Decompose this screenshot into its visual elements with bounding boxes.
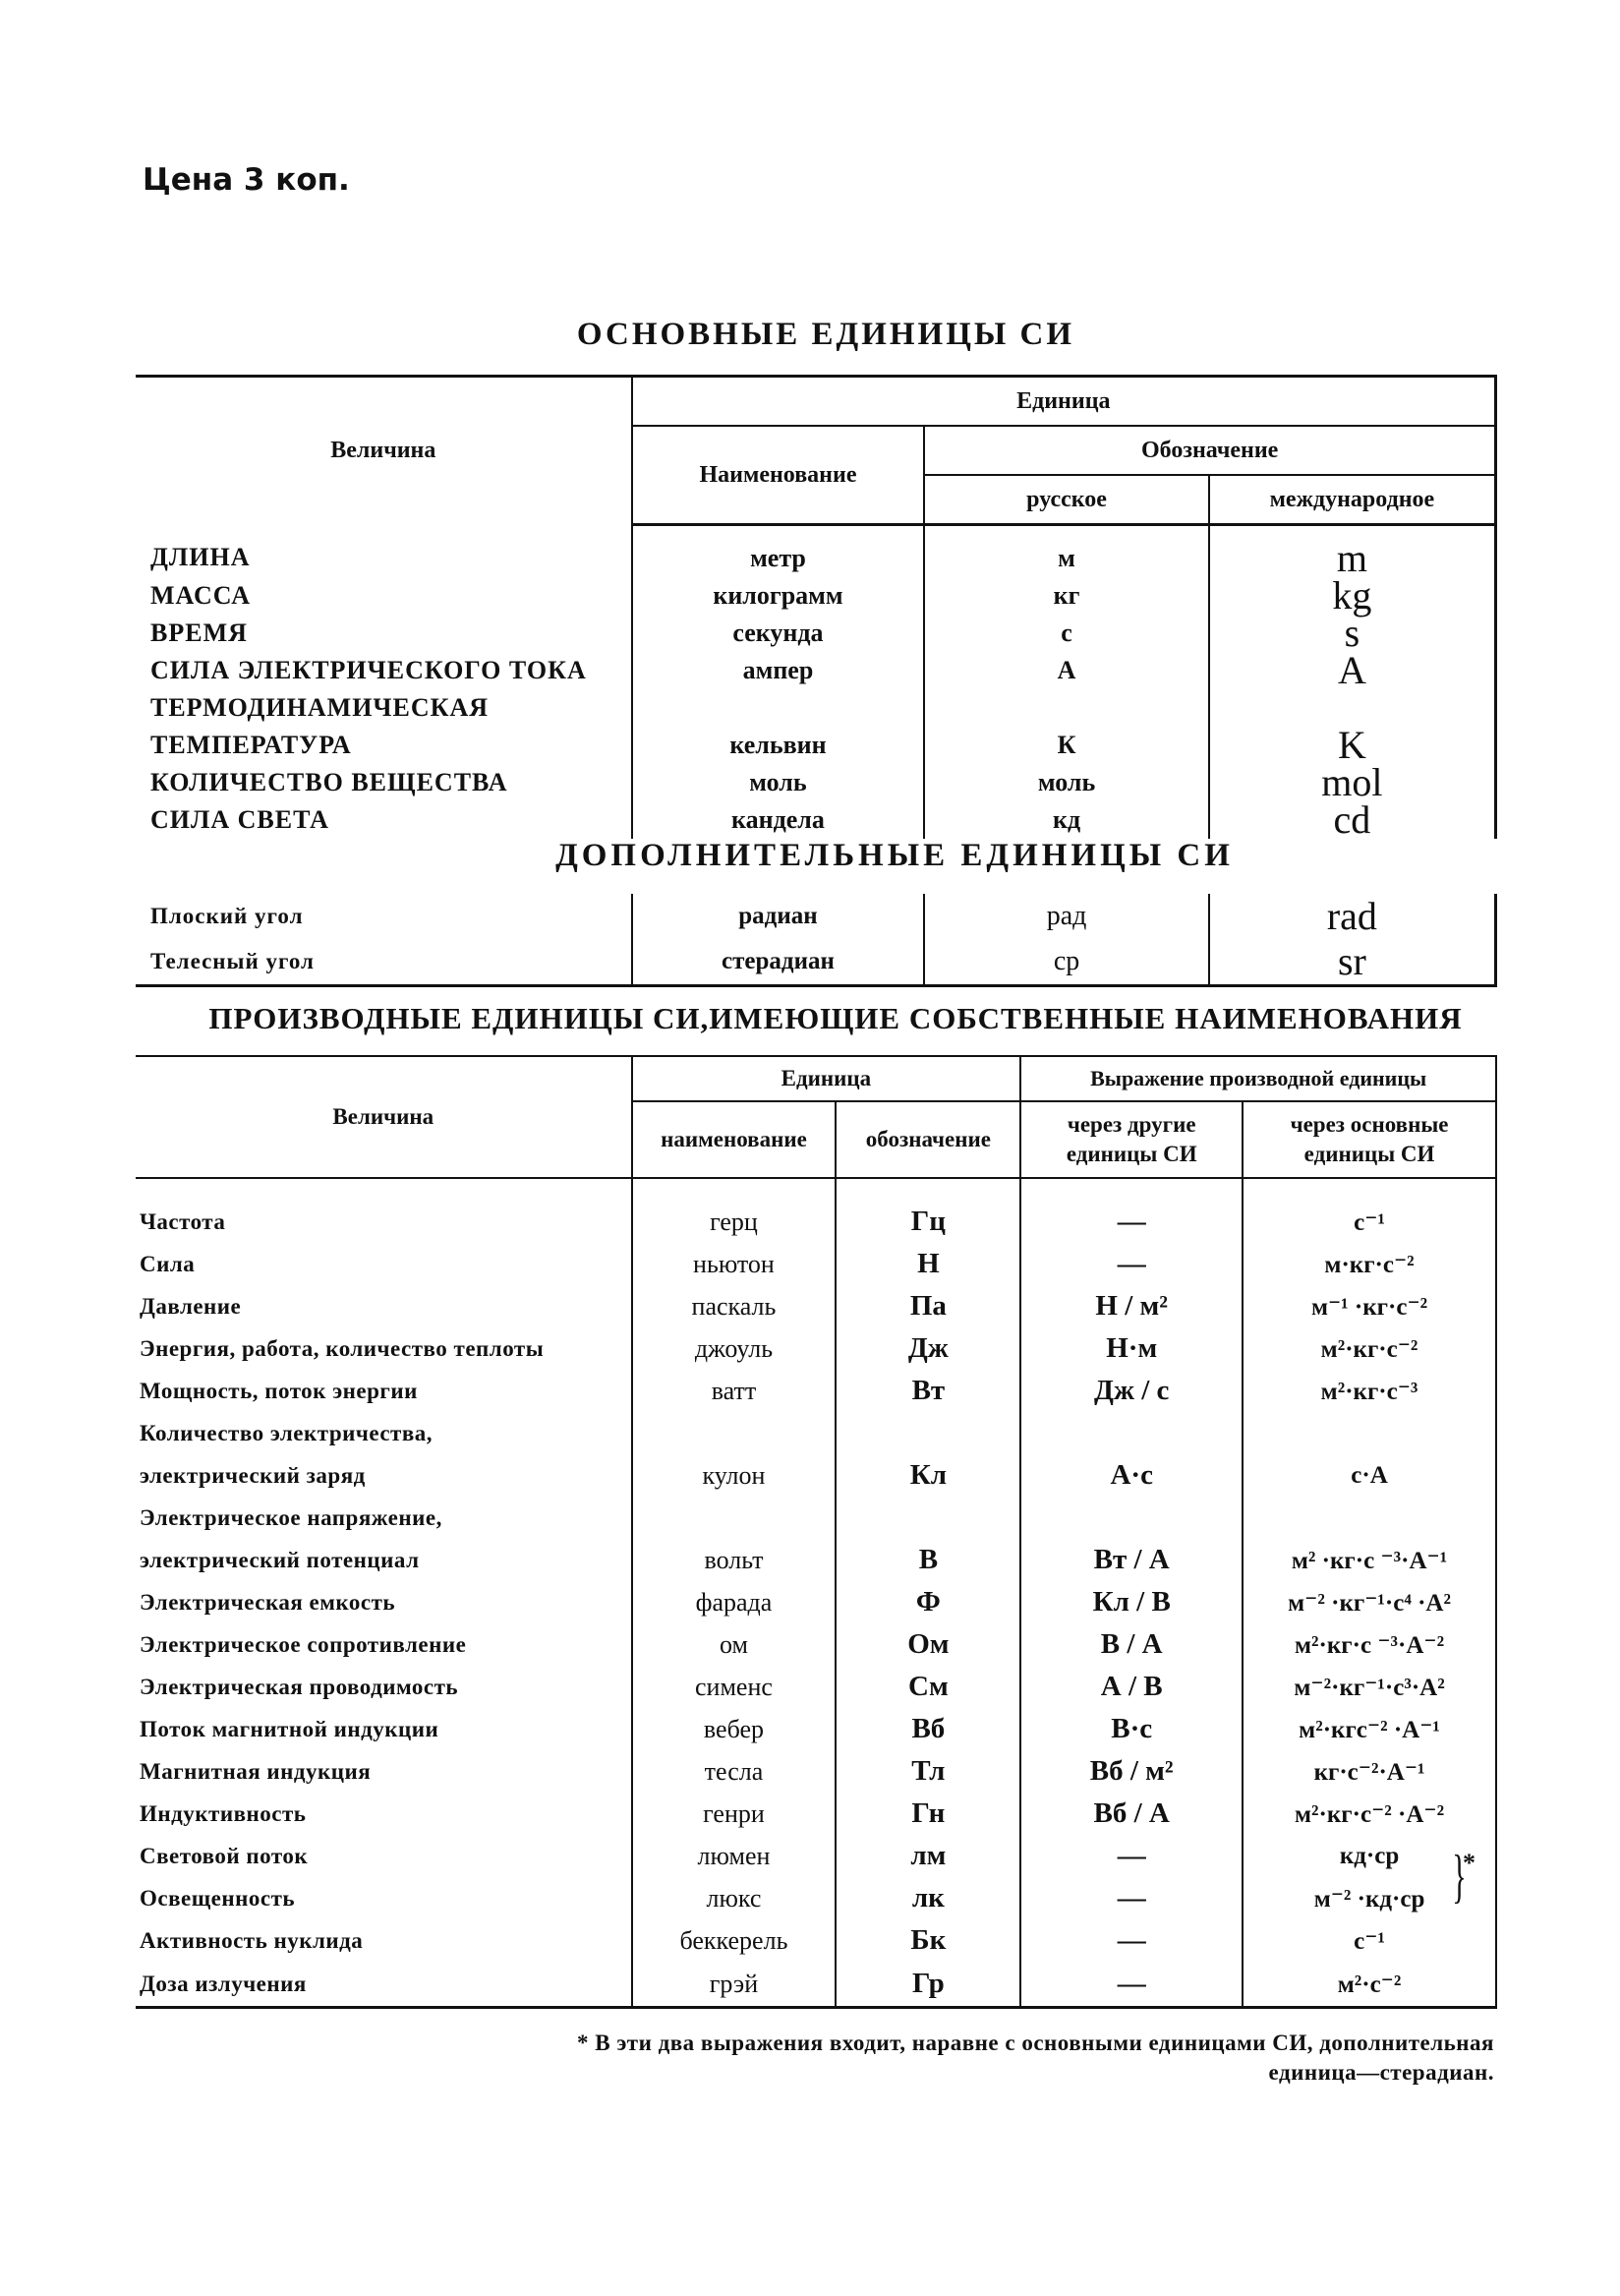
base-unit-row [136,577,1496,615]
derived-unit-row [136,1835,1496,1877]
unit-symbol-cell: Па [836,1285,1020,1327]
via-other-units-cell: — [1020,1877,1243,1919]
unit-name-cell: фарада [632,1581,837,1623]
unit-symbol-cell: Гр [836,1962,1020,2008]
via-base-units-cell: м²·кг·с ⁻³·А⁻² [1243,1623,1496,1666]
quantity-cell: Частота [136,1201,632,1243]
quantity-cell: ДЛИНА [150,543,251,572]
quantity-cell: Телесный угол [136,939,632,986]
derived-unit-row [136,1370,1496,1412]
header2-via-other: через другие единицы СИ [1020,1101,1243,1178]
unit-name-cell: секунда [632,615,925,652]
unit-symbol-cell: Гц [836,1201,1020,1243]
via-base-units-cell: м²·кг·с⁻² ·А⁻² [1243,1793,1496,1835]
quantity-cell: ТЕМПЕРАТУРА [150,731,352,759]
brace-mark: } [1452,1844,1467,1909]
header2-via-base: через основные единицы СИ [1243,1101,1496,1178]
via-other-units-cell: — [1020,1919,1243,1962]
unit-symbol-cell: Вт [836,1370,1020,1412]
unit-symbol-cell: Гн [836,1793,1020,1835]
quantity-cell: Доза излучения [136,1962,632,2008]
quantity-cell: Электрическое напряжение, [136,1497,632,1539]
via-base-units-cell: м²·с⁻² [1243,1962,1496,2008]
russian-symbol-cell: кд [924,801,1208,839]
quantity-cell: Электрическая емкость [136,1581,632,1623]
unit-name-cell: герц [632,1201,837,1243]
via-other-units-cell: Дж / с [1020,1370,1243,1412]
via-other-units-cell: В·с [1020,1708,1243,1750]
russian-symbol-cell: моль [924,764,1208,801]
base-unit-row [136,615,1496,652]
title-basic-units: ОСНОВНЫЕ ЕДИНИЦЫ СИ [576,317,1075,352]
russian-symbol-cell: кг [924,577,1208,615]
unit-name-cell: люмен [632,1835,837,1877]
base-unit-row [136,727,1496,764]
header2-expression: Выражение производной единицы [1020,1056,1496,1101]
quantity-cell: Сила [136,1243,632,1285]
derived-unit-row [136,1708,1496,1750]
unit-symbol-cell: Вб [836,1708,1020,1750]
unit-name-cell: сименс [632,1666,837,1708]
quantity-cell: Магнитная индукция [136,1750,632,1793]
via-other-units-cell: Н·м [1020,1327,1243,1370]
derived-unit-row [136,1877,1496,1919]
unit-symbol-cell: См [836,1666,1020,1708]
quantity-cell: Энергия, работа, количество теплоты [136,1327,632,1370]
quantity-cell: Количество электричества, [136,1412,632,1454]
quantity-cell: СИЛА СВЕТА [150,805,329,834]
header-russian: русское [924,475,1208,525]
via-other-units-cell [1020,1412,1243,1454]
unit-name-cell: тесла [632,1750,837,1793]
russian-symbol-cell: рад [924,894,1208,939]
unit-name-cell: джоуль [632,1327,837,1370]
derived-unit-row [136,1412,1496,1454]
via-other-units-cell: Вт / А [1020,1539,1243,1581]
unit-name-cell: грэй [632,1962,837,2008]
quantity-cell: Электрическая проводимость [136,1666,632,1708]
unit-symbol-cell [836,1497,1020,1539]
table1-body [136,525,1496,986]
via-base-units-cell: с⁻¹ [1243,1919,1496,1962]
derived-unit-row [136,1285,1496,1327]
unit-name-cell: беккерель [632,1919,837,1962]
unit-symbol-cell: лк [836,1877,1020,1919]
unit-name-cell: паскаль [632,1285,837,1327]
derived-unit-row [136,1539,1496,1581]
quantity-cell: ВРЕМЯ [150,618,248,647]
unit-symbol-cell: В [836,1539,1020,1581]
unit-name-cell: моль [632,764,925,801]
unit-symbol-cell: Кл [836,1454,1020,1497]
unit-symbol-cell: Ф [836,1581,1020,1623]
unit-name-cell [632,689,925,727]
header2-quantity: Величина [136,1056,632,1178]
footnote [295,2029,1494,2088]
via-base-units-cell: м⁻² ·кд·ср [1243,1877,1496,1919]
unit-name-cell: стерадиан [632,939,925,986]
unit-symbol-cell: Н [836,1243,1020,1285]
base-unit-row [136,801,1496,839]
quantity-cell: МАССА [150,581,252,610]
unit-name-cell: радиан [632,894,925,939]
unit-name-cell: ватт [632,1370,837,1412]
unit-name-cell: ньютон [632,1243,837,1285]
unit-name-cell: килограмм [632,577,925,615]
via-other-units-cell: Вб / м² [1020,1750,1243,1793]
basic-units-table [136,375,1497,987]
via-base-units-cell: м²·кгс⁻² ·А⁻¹ [1243,1708,1496,1750]
via-other-units-cell [1020,1497,1243,1539]
unit-name-cell: вебер [632,1708,837,1750]
unit-symbol-cell: Дж [836,1327,1020,1370]
footnote-line-1: * В эти два выражения входит, наравне с основными единицами СИ, дополнительная [577,2031,1494,2055]
russian-symbol-cell: м [924,525,1208,578]
russian-symbol-cell: ср [924,939,1208,986]
via-other-units-cell: — [1020,1962,1243,2008]
via-base-units-cell: с·А [1243,1454,1496,1497]
title-derived-units: ПРОИЗВОДНЫЕ ЕДИНИЦЫ СИ,ИМЕЮЩИЕ СОБСТВЕННЫЕ НАИМЕНОВАНИЯ [208,1001,1463,1035]
quantity-cell: Освещенность [136,1877,632,1919]
unit-name-cell: кулон [632,1454,837,1497]
unit-name-cell: кельвин [632,727,925,764]
header-symbol: Обозначение [924,426,1495,475]
via-base-units-cell: с⁻¹ [1243,1201,1496,1243]
via-base-units-cell: м⁻²·кг⁻¹·с³·А² [1243,1666,1496,1708]
derived-unit-row [136,1454,1496,1497]
unit-symbol-cell: Тл [836,1750,1020,1793]
via-other-units-cell: — [1020,1201,1243,1243]
via-other-units-cell: — [1020,1243,1243,1285]
derived-unit-row [136,1919,1496,1962]
derived-unit-row [136,1243,1496,1285]
quantity-cell: Индуктивность [136,1793,632,1835]
unit-symbol-cell: Бк [836,1919,1020,1962]
international-symbol-cell: K [1209,727,1496,764]
international-symbol-cell: sr [1209,939,1496,986]
derived-unit-row [136,1793,1496,1835]
quantity-cell: электрический потенциал [136,1539,632,1581]
derived-unit-row [136,1201,1496,1243]
header-unit: Единица [632,377,1496,427]
international-symbol-cell: m [1209,525,1496,578]
header-quantity: Величина [136,377,632,525]
unit-symbol-cell: лм [836,1835,1020,1877]
unit-name-cell: ом [632,1623,837,1666]
header2-symbol: обозначение [836,1101,1020,1178]
via-base-units-cell: м² ·кг·с ⁻³·А⁻¹ [1243,1539,1496,1581]
supp-unit-row [136,939,1496,986]
via-base-units-cell: м²·кг·с⁻² [1243,1327,1496,1370]
via-other-units-cell: Кл / В [1020,1581,1243,1623]
unit-symbol-cell [836,1412,1020,1454]
quantity-cell: Световой поток [136,1835,632,1877]
russian-symbol-cell [924,689,1208,727]
international-symbol-cell [1209,689,1496,727]
via-other-units-cell: В / А [1020,1623,1243,1666]
unit-name-cell: ампер [632,652,925,689]
header2-name: наименование [632,1101,837,1178]
supp-unit-row [136,894,1496,939]
quantity-cell: электрический заряд [136,1454,632,1497]
international-symbol-cell: A [1209,652,1496,689]
via-other-units-cell: Вб / А [1020,1793,1243,1835]
price-label: Цена 3 коп. [143,162,350,198]
footnote-star: * [1463,1849,1475,1877]
derived-unit-row [136,1581,1496,1623]
via-base-units-cell: кг·с⁻²·А⁻¹ [1243,1750,1496,1793]
unit-name-cell: метр [632,525,925,578]
via-base-units-cell: м²·кг·с⁻³ [1243,1370,1496,1412]
unit-name-cell: генри [632,1793,837,1835]
via-base-units-cell [1243,1497,1496,1539]
derived-unit-row [136,1962,1496,2008]
unit-name-cell: вольт [632,1539,837,1581]
via-other-units-cell: А / В [1020,1666,1243,1708]
unit-name-cell: кандела [632,801,925,839]
title-supplementary-units: ДОПОЛНИТЕЛЬНЫЕ ЕДИНИЦЫ СИ [555,838,1234,873]
quantity-cell: Электрическое сопротивление [136,1623,632,1666]
base-unit-row [136,525,1496,578]
table2-header [136,1056,1496,1201]
table1-header [136,377,1496,525]
via-base-units-cell: м·кг·с⁻² [1243,1243,1496,1285]
quantity-cell: Мощность, поток энергии [136,1370,632,1412]
via-other-units-cell: Н / м² [1020,1285,1243,1327]
derived-unit-row [136,1497,1496,1539]
base-unit-row [136,764,1496,801]
derived-unit-row [136,1750,1496,1793]
quantity-cell: Поток магнитной индукции [136,1708,632,1750]
base-unit-row [136,689,1496,727]
quantity-cell: ТЕРМОДИНАМИЧЕСКАЯ [150,693,490,722]
derived-unit-row [136,1327,1496,1370]
unit-name-cell [632,1412,837,1454]
international-symbol-cell: rad [1209,894,1496,939]
unit-name-cell [632,1497,837,1539]
header-name: Наименование [632,426,925,525]
international-symbol-cell: s [1209,615,1496,652]
via-other-units-cell: — [1020,1835,1243,1877]
via-base-units-cell: кд·ср [1243,1835,1496,1877]
footnote-line-2: единица—стерадиан. [1268,2060,1494,2085]
russian-symbol-cell: К [924,727,1208,764]
quantity-cell: Давление [136,1285,632,1327]
table2-body [136,1201,1496,2008]
via-base-units-cell: м⁻¹ ·кг·с⁻² [1243,1285,1496,1327]
via-other-units-cell: А·с [1020,1454,1243,1497]
header2-unit: Единица [632,1056,1021,1101]
international-symbol-cell: cd [1209,801,1496,839]
derived-units-table [136,1055,1497,2009]
quantity-cell: Активность нуклида [136,1919,632,1962]
international-symbol-cell: kg [1209,577,1496,615]
international-symbol-cell: mol [1209,764,1496,801]
header-international: международное [1209,475,1496,525]
quantity-cell: КОЛИЧЕСТВО ВЕЩЕСТВА [150,768,508,796]
quantity-cell: Плоский угол [150,904,304,928]
unit-name-cell: люкс [632,1877,837,1919]
russian-symbol-cell: А [924,652,1208,689]
derived-unit-row [136,1623,1496,1666]
via-base-units-cell [1243,1412,1496,1454]
russian-symbol-cell: с [924,615,1208,652]
via-base-units-cell: м⁻² ·кг⁻¹·с⁴ ·А² [1243,1581,1496,1623]
quantity-cell: СИЛА ЭЛЕКТРИЧЕСКОГО ТОКА [150,656,587,684]
derived-unit-row [136,1666,1496,1708]
unit-symbol-cell: Ом [836,1623,1020,1666]
base-unit-row [136,652,1496,689]
